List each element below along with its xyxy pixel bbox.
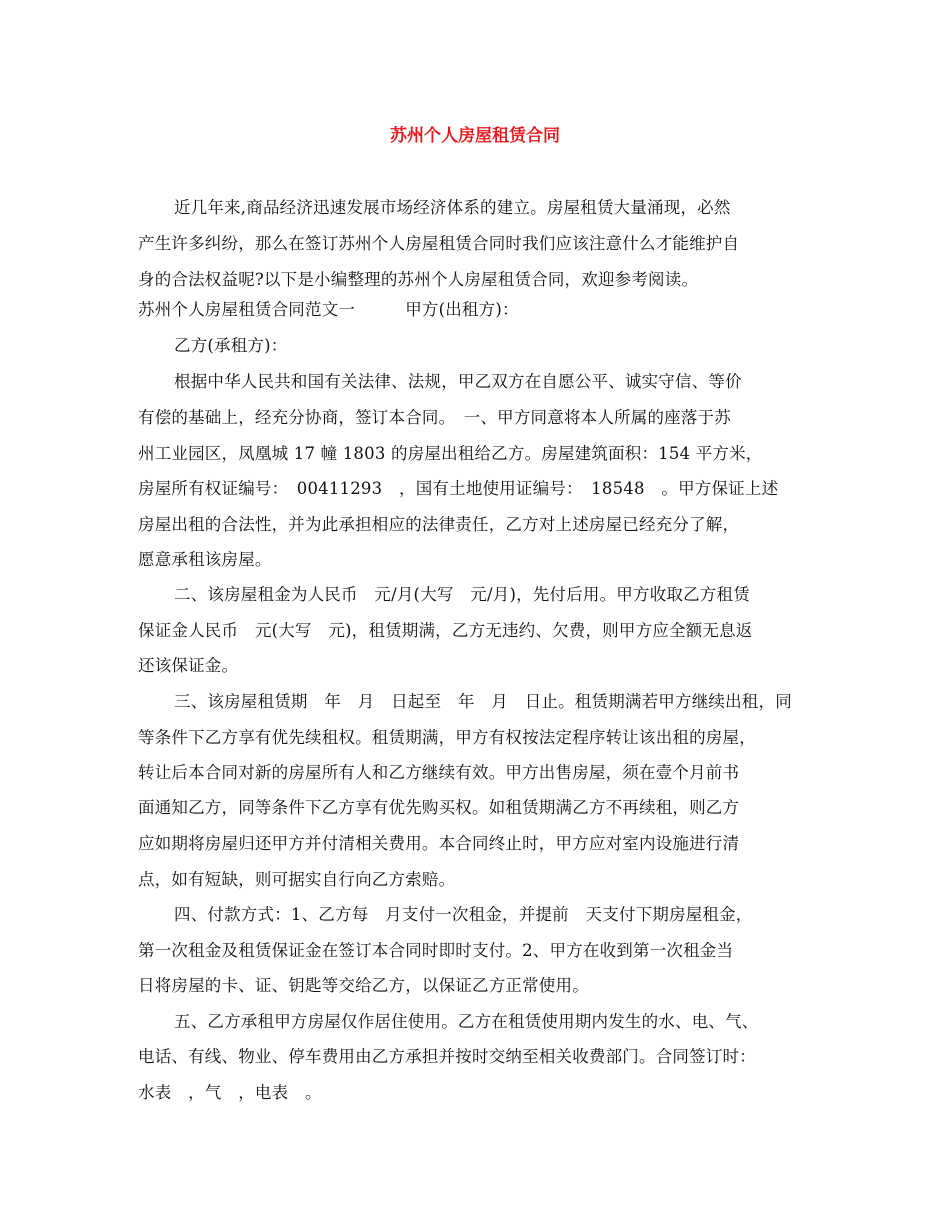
document-title: 苏州个人房屋租赁合同 — [390, 126, 560, 146]
text-line: 产生许多纠纷，那么在签订苏州个人房屋租赁合同时我们应该注意什么才能维护自 — [138, 234, 740, 253]
text-line: 保证金人民币 元(大写 元)，租赁期满，乙方无违约、欠费，则甲方应全额无息返 — [138, 621, 753, 640]
text-line: 电话、有线、物业、停车费用由乙方承担并按时交纳至相关收费部门。合同签订时： — [138, 1047, 756, 1066]
text-line: 点，如有短缺，则可据实自行向乙方索赔。 — [138, 870, 456, 889]
text-line: 应如期将房屋归还甲方并付清相关费用。本合同终止时，甲方应对室内设施进行清 — [138, 834, 740, 853]
text-line: 州工业园区，凤凰城 17 幢 1803 的房屋出租给乙方。房屋建筑面积：154 平方米， — [138, 444, 763, 463]
text-line: 面通知乙方，同等条件下乙方享有优先购买权。如租赁期满乙方不再续租，则乙方 — [138, 798, 740, 817]
text-line: 根据中华人民共和国有关法律、法规，甲乙双方在自愿公平、诚实守信、等价 — [174, 372, 742, 391]
text-line: 苏州个人房屋租赁合同范文一 甲方(出租方)： — [138, 300, 519, 319]
text-line: 房屋出租的合法性，并为此承担相应的法律责任，乙方对上述房屋已经充分了解， — [138, 515, 740, 534]
text-line: 等条件下乙方享有优先续租权。租赁期满，甲方有权按法定程序转让该出租的房屋， — [138, 728, 756, 747]
text-line: 三、该房屋租赁期 年 月 日起至 年 月 日止。租赁期满若甲方继续出租，同 — [174, 692, 792, 711]
text-line: 二、该房屋租金为人民币 元/月(大写 元/月)，先付后用。甲方收取乙方租赁 — [174, 585, 750, 604]
text-line: 第一次租金及租赁保证金在签订本合同时即时支付。2、甲方在收到第一次租金当 — [138, 941, 734, 960]
text-line: 身的合法权益呢?以下是小编整理的苏州个人房屋租赁合同，欢迎参考阅读。 — [138, 270, 699, 289]
text-line: 日将房屋的卡、证、钥匙等交给乙方，以保证乙方正常使用。 — [138, 976, 589, 995]
text-line: 愿意承租该房屋。 — [138, 550, 272, 569]
text-line: 有偿的基础上，经充分协商，签订本合同。 一、甲方同意将本人所属的座落于苏 — [138, 408, 731, 427]
text-line: 转让后本合同对新的房屋所有人和乙方继续有效。甲方出售房屋，须在壹个月前书 — [138, 763, 740, 782]
text-line: 四、付款方式：1、乙方每 月支付一次租金，并提前 天支付下期房屋租金， — [174, 905, 753, 924]
text-line: 乙方(承租方)： — [174, 336, 288, 355]
text-line: 房屋所有权证编号： 00411293 ，国有土地使用证编号： 18548 。甲方保证上述 — [138, 479, 779, 498]
text-line: 水表 ，气 ，电表 。 — [138, 1083, 322, 1102]
text-line: 还该保证金。 — [138, 656, 239, 675]
text-line: 五、乙方承租甲方房屋仅作居住使用。乙方在租赁使用期内发生的水、电、气、 — [174, 1012, 759, 1031]
text-line: 近几年来,商品经济迅速发展市场经济体系的建立。房屋租赁大量涌现，必然 — [174, 198, 731, 217]
